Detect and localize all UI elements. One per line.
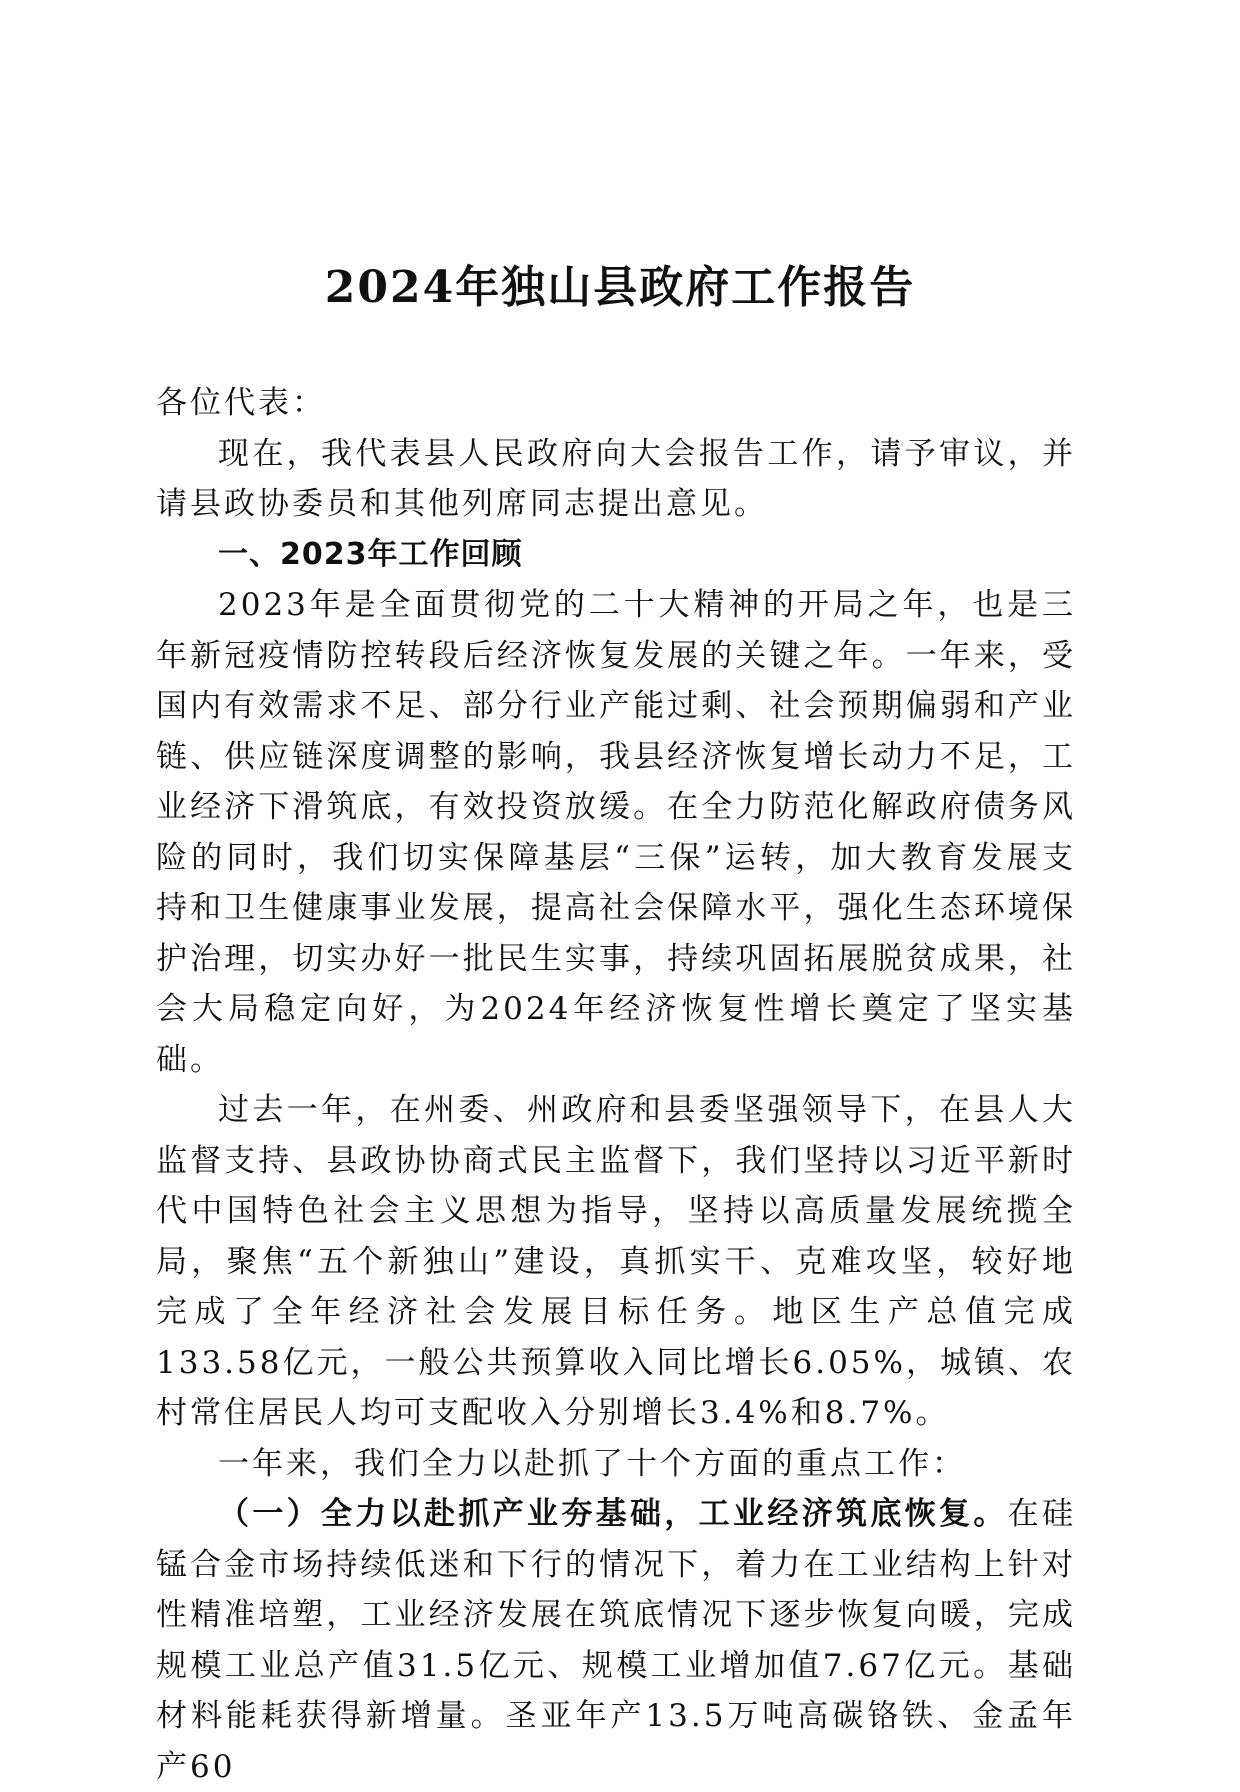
paragraph-past-year: 过去一年，在州委、州政府和县委坚强领导下，在县人大监督支持、县政协协商式民主监督下，我们坚持以习近平新时代中国特色社会主义思想为指导，坚持以高质量发展统揽全局，聚焦“五个新独山”建设，真抓实干、克难攻坚，较好地完成了全年经济社会发展目标任务。地区生产总值完成133.58亿元，一般公共预算收入同比增长6.05%，城镇、农村常住居民人均可支配收入分别增长3.4%和8.7%。 — [156, 1092, 1076, 1431]
paragraph-subsection-1 — [156, 1489, 1076, 1792]
subsection-text: 在硅锰合金市场持续低迷和下行的情况下，着力在工业结构上针对性精准培塑，工业经济发展在筑底情况下逐步恢复向暖，完成规模工业总产值31.5亿元、规模工业增加值7.67亿元。基础材料能耗获得新增量。圣亚年产13.5万吨高碳铬铁、金孟年产60 — [156, 1496, 1077, 1785]
section-heading: 一、2023年工作回顾 — [218, 536, 523, 572]
document-body — [156, 378, 1076, 1792]
salutation: 各位代表： — [156, 385, 326, 421]
paragraph-key-work: 一年来，我们全力以赴抓了十个方面的重点工作： — [218, 1445, 966, 1482]
paragraph-intro: 现在，我代表县人民政府向大会报告工作，请予审议，并请县政协委员和其他列席同志提出意见。 — [156, 435, 1076, 522]
document-title: 2024年独山县政府工作报告 — [324, 262, 916, 313]
paragraph-2023-overview: 2023年是全面贯彻党的二十大精神的开局之年，也是三年新冠疫情防控转段后经济恢复发展的关键之年。一年来，受国内有效需求不足、部分行业产能过剩、社会预期偏弱和产业链、供应链深度调整的影响，我县经济恢复增长动力不足，工业经济下滑筑底，有效投资放缓。在全力防范化解政府债务风险的同时，我们切实保障基层“三保”运转，加大教育发展支持和卫生健康事业发展，提高社会保障水平，强化生态环境保护治理，切实办好一批民生实事，持续巩固拓展脱贫成果，社会大局稳定向好，为2024年经济恢复性增长奠定了坚实基础。 — [156, 587, 1076, 1078]
subsection-heading: （一）全力以赴抓产业夯基础，工业经济筑底恢复。 — [218, 1496, 1008, 1532]
